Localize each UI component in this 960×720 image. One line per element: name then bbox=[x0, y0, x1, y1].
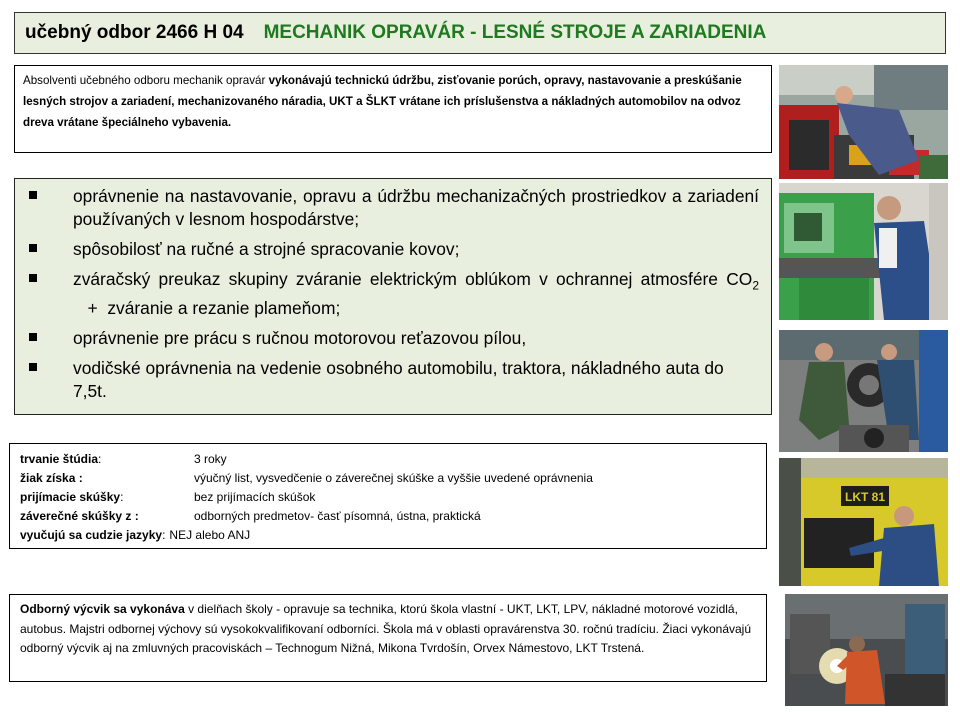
gains-label: žiak získa : bbox=[20, 471, 83, 485]
duration-label-text: trvanie štúdia bbox=[20, 452, 99, 466]
skills-box bbox=[14, 178, 772, 415]
square-bullet-icon bbox=[29, 333, 37, 341]
lkt-label: LKT 81 bbox=[845, 490, 886, 504]
photo-machine-repair bbox=[779, 65, 948, 179]
duration-colon: : bbox=[98, 452, 102, 466]
info-row-duration bbox=[20, 450, 756, 469]
photo-brake-repair bbox=[779, 330, 948, 452]
info-row-admission bbox=[20, 488, 756, 507]
admission-colon: : bbox=[120, 490, 124, 504]
square-bullet-icon bbox=[29, 274, 37, 282]
intro-bold: vykonávajú technickú údržbu, zisťovanie porúch, opravy, nastavovanie a preskúšanie lesných strojov a zariadení, mechanizovaného náradia, UKT a ŠLKT vrátane ich príslušenstva a nákladných automobilov na odvoz dreva vrátane špeciálneho vybavenia. bbox=[23, 74, 742, 129]
skill-text: spôsobilosť na ručné a strojné spracovanie kovov; bbox=[73, 239, 460, 259]
training-box bbox=[9, 594, 767, 682]
skills-list bbox=[25, 185, 759, 403]
languages-label bbox=[20, 526, 165, 545]
square-bullet-icon bbox=[29, 191, 37, 199]
skill-item bbox=[25, 327, 759, 350]
duration-label bbox=[20, 450, 194, 469]
square-bullet-icon bbox=[29, 244, 37, 252]
skill-text: vodičské oprávnenia na vedenie osobného automobilu, traktora, nákladného auta do 7,5t. bbox=[73, 358, 724, 402]
final-label: záverečné skúšky z : bbox=[20, 509, 139, 523]
final-value: odborných predmetov- časť písomná, ústna, praktická bbox=[194, 509, 481, 523]
program-code: učebný odbor 2466 H 04 bbox=[25, 22, 244, 43]
skill-item bbox=[25, 238, 759, 261]
intro-box bbox=[14, 65, 772, 153]
skill-text: oprávnenie pre prácu s ručnou motorovou reťazovou pílou, bbox=[73, 328, 527, 349]
photo-lkt-machine bbox=[779, 458, 948, 586]
photo-welding bbox=[785, 594, 948, 706]
info-row-languages bbox=[20, 526, 756, 545]
admission-value: bez prijímacích skúšok bbox=[194, 490, 316, 504]
skill-item bbox=[25, 268, 759, 320]
admission-label bbox=[20, 488, 194, 507]
skill-item bbox=[25, 185, 759, 231]
photo-lathe-work bbox=[779, 183, 948, 320]
title-bar bbox=[14, 12, 946, 54]
study-info-box bbox=[9, 443, 767, 549]
square-bullet-icon bbox=[29, 363, 37, 371]
admission-label-text: prijímacie skúšky bbox=[20, 490, 121, 504]
info-row-final bbox=[20, 507, 756, 526]
training-text: v dielňach školy - opravuje sa technika, ktorú škola vlastní - UKT, LKT, LPV, nákladné motorové vozidlá, autobus. Majstri odbornej výchovy sú vysokokvalifikovaní odborníci. Škola má v oblasti opravárenstva 30. ročnú tradíciu. Žiaci vykonávajú odborný výcvik aj na zmluvných pracoviskách – Technogum Nižná, Mikona Tvrdošín, Orvex Námestovo, LKT Trstená. bbox=[20, 602, 752, 655]
skill-text: oprávnenie na nastavovanie, opravu a údržbu mechanizačných prostriedkov a zariadení používaných v lesnom hospodárstve; bbox=[73, 186, 759, 229]
languages-label-text: vyučujú sa cudzie jazyky bbox=[20, 528, 163, 542]
skill-item bbox=[25, 357, 759, 403]
training-bold: Odborný výcvik sa vykonáva bbox=[20, 602, 185, 616]
languages-colon: : bbox=[162, 528, 166, 542]
program-name: MECHANIK OPRAVÁR - LESNÉ STROJE A ZARIADENIA bbox=[263, 22, 767, 43]
subscript-2: 2 bbox=[752, 278, 759, 293]
info-row-gains bbox=[20, 469, 756, 488]
intro-lead: Absolventi učebného odboru mechanik opravár bbox=[23, 74, 269, 87]
intro-text bbox=[23, 70, 763, 133]
duration-value: 3 roky bbox=[194, 452, 227, 466]
skill-text: zváračský preukaz skupiny zváranie elektrickým oblúkom v ochrannej atmosfére CO bbox=[73, 269, 753, 289]
languages-value: NEJ alebo ANJ bbox=[169, 528, 251, 542]
gains-value: výučný list, vysvedčenie o záverečnej skúške a vyššie uvedené oprávnenia bbox=[194, 471, 593, 485]
skill-text-cont: + zváranie a rezanie plameňom; bbox=[73, 298, 341, 319]
